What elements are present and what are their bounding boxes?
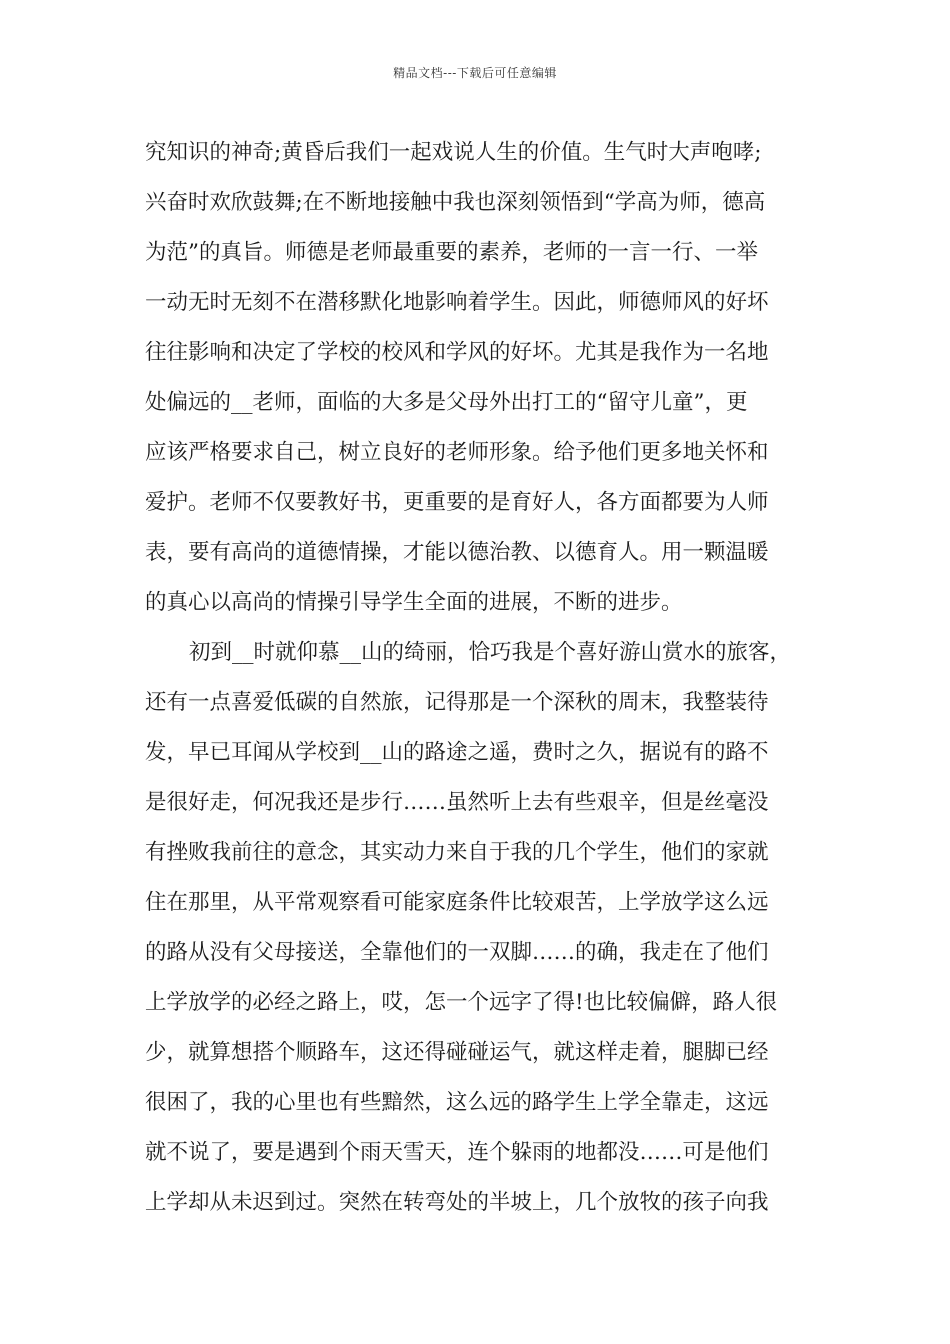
text-line: 就不说了，要是遇到个雨天雪天，连个躲雨的地都没……可是他们 (145, 1140, 769, 1165)
text-line: 表，要有高尚的道德情操，才能以德治教、以德育人。用一颗温暖 (145, 540, 769, 565)
paragraph-1 (145, 128, 810, 628)
text-line: 少，就算想搭个顺路车，这还得碰碰运气，就这样走着，腿脚已经 (145, 1040, 769, 1065)
document-body (145, 128, 810, 1228)
text-line: 是很好走，何况我还是步行……虽然听上去有些艰辛，但是丝毫没 (145, 790, 769, 815)
text-line: 往往影响和决定了学校的校风和学风的好坏。尤其是我作为一名地 (145, 340, 769, 365)
text-line: 的真心以高尚的情操引导学生全面的进展，不断的进步。 (145, 590, 683, 615)
text-line: 发，早已耳闻从学校到__山的路途之遥，费时之久，据说有的路不 (145, 740, 769, 765)
text-line: 还有一点喜爱低碳的自然旅，记得那是一个深秋的周末，我整装待 (145, 690, 769, 715)
text-line: 很困了，我的心里也有些黯然，这么远的路学生上学全靠走，这远 (145, 1090, 769, 1115)
text-line: 处偏远的__老师，面临的大多是父母外出打工的“留守儿童”，更 (145, 390, 748, 415)
text-line: 上学却从未迟到过。突然在转弯处的半坡上，几个放牧的孩子向我 (145, 1190, 769, 1215)
text-line: 为范”的真旨。师德是老师最重要的素养，老师的一言一行、一举 (145, 240, 758, 265)
text-line: 爱护。老师不仅要教好书，更重要的是育好人，各方面都要为人师 (145, 490, 769, 515)
text-line: 有挫败我前往的意念，其实动力来自于我的几个学生，他们的家就 (145, 840, 769, 865)
paragraph-2 (145, 628, 810, 1228)
text-line: 究知识的神奇;黄昏后我们一起戏说人生的价值。生气时大声咆哮; (145, 140, 762, 165)
text-line: 一动无时无刻不在潜移默化地影响着学生。因此，师德师风的好坏 (145, 290, 769, 315)
text-line: 兴奋时欢欣鼓舞;在不断地接触中我也深刻领悟到“学高为师，德高 (145, 190, 766, 215)
text-line: 住在那里，从平常观察看可能家庭条件比较艰苦，上学放学这么远 (145, 890, 769, 915)
page-header: 精品文档---下载后可任意编辑 (393, 66, 557, 80)
text-line: 上学放学的必经之路上，哎，怎一个远字了得!也比较偏僻，路人很 (145, 990, 778, 1015)
text-line-indented: 初到__时就仰慕__山的绮丽，恰巧我是个喜好游山赏水的旅客， (189, 640, 792, 665)
text-line: 的路从没有父母接送，全靠他们的一双脚……的确，我走在了他们 (145, 940, 769, 965)
text-line: 应该严格要求自己，树立良好的老师形象。给予他们更多地关怀和 (145, 440, 769, 465)
